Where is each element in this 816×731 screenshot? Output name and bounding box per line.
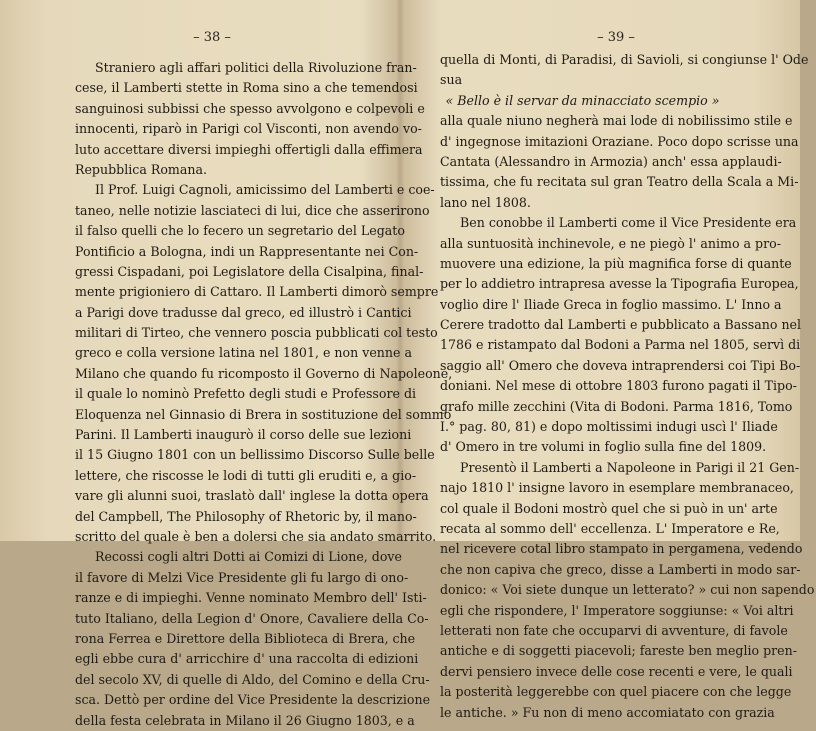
text-line: sanguinosi subbissi che spesso avvolgono e colpevoli e <box>75 100 425 116</box>
text-line: Cantata (Alessandro in Armozia) anch' essa applaudi- <box>440 153 782 169</box>
text-line: il 15 Giugno 1801 con un bellissimo Discorso Sulle belle <box>75 447 435 463</box>
text-line: scritto del quale è ben a dolersi che sia andato smarrito. <box>75 528 437 544</box>
text-line: ranze e di impieghi. Venne nominato Membro dell' Isti- <box>75 590 427 606</box>
text-line: Repubblica Romana. <box>75 161 207 177</box>
text-line: alla quale niuno negherà mai lode di nobilissimo stile e <box>440 113 793 129</box>
text-line: rona Ferrea e Direttore della Biblioteca di Brera, che <box>75 630 416 646</box>
text-line: Parini. Il Lamberti inaugurò il corso delle sue lezioni <box>75 427 412 443</box>
text-line: luto accettare diversi impieghi offertigli dalla effimera <box>75 141 423 157</box>
text-line: antiche e di soggetti piacevoli; fareste ben meglio pren- <box>440 643 798 659</box>
right-page-text <box>440 50 815 723</box>
text-line: lano nel 1808. <box>440 194 531 210</box>
text-line: del secolo XV, di quelle di Aldo, del Comino e della Cru- <box>75 671 430 687</box>
text-line: Presentò il Lamberti a Napoleone in Parigi il 21 Gen- <box>460 459 800 475</box>
text-line: che non capiva che greco, disse a Lamberti in modo sar- <box>440 561 801 577</box>
text-line: il falso quelli che lo fecero un segretario del Legato <box>75 223 405 239</box>
text-line: mente prigioniero di Cattaro. Il Lamberti dimorò sempre <box>75 284 439 300</box>
text-line: 1786 e ristampato dal Bodoni a Parma nel 1805, servì di <box>440 337 801 353</box>
text-line: muovere una edizione, la più magnifica forse di quante <box>440 255 792 271</box>
text-line: tissima, che fu recitata sul gran Teatro della Scala a Mi- <box>440 174 799 190</box>
text-line: del Campbell, The Philosophy of Rhetoric by, il mano- <box>75 508 417 524</box>
text-line: militari di Tirteo, che vennero poscia pubblicati col testo <box>75 325 438 341</box>
text-line: « Bello è il servar da minacciato scempio » <box>445 92 720 108</box>
text-line: sua <box>440 72 463 88</box>
text-line: il favore di Melzi Vice Presidente gli fu largo di ono- <box>75 569 409 585</box>
page-number-left: – 38 – <box>193 30 231 45</box>
text-line: grafo mille zecchini (Vita di Bodoni. Parma 1816, Tomo <box>440 398 793 414</box>
text-line: Il Prof. Luigi Cagnoli, amicissimo del Lamberti e coe- <box>95 182 435 198</box>
text-line: najo 1810 l' insigne lavoro in esemplare membranaceo, <box>440 480 794 496</box>
text-line: la posterità leggerebbe con quel piacere con che legge <box>440 684 792 700</box>
text-line: recata al sommo dell' eccellenza. L' Imperatore e Re, <box>440 520 780 536</box>
text-line: Pontificio a Bologna, indi un Rappresentante nei Con- <box>75 243 419 259</box>
text-line: donico: « Voi siete dunque un letterato? » cui non sapendo <box>440 582 815 598</box>
text-line: innocenti, riparò in Parigi col Visconti, non avendo vo- <box>75 121 422 137</box>
text-line: nel ricevere cotal libro stampato in pergamena, vedendo <box>440 541 803 557</box>
text-line: greco e colla versione latina nel 1801, e non venne a <box>75 345 412 361</box>
text-line: sca. Dettò per ordine del Vice Presidente la descrizione <box>75 692 431 708</box>
text-line: doniani. Nel mese di ottobre 1803 furono pagati il Tipo- <box>440 378 797 394</box>
text-line: cese, il Lamberti stette in Roma sino a che temendosi <box>75 80 418 96</box>
text-line: d' ingegnose imitazioni Oraziane. Poco dopo scrisse una <box>440 133 799 149</box>
text-line: per lo addietro intrapresa avesse la Tipografia Europea, <box>440 276 799 292</box>
right-page <box>400 0 815 720</box>
page-number-right: – 39 – <box>597 30 635 45</box>
text-line: taneo, nelle notizie lasciateci di lui, dice che asserirono <box>75 202 430 218</box>
text-line: Ben conobbe il Lamberti come il Vice Presidente era <box>460 215 797 231</box>
text-line: voglio dire l' Iliade Greca in foglio massimo. L' Inno a <box>440 296 782 312</box>
text-line: col quale il Bodoni mostrò quel che si può in un' arte <box>440 500 778 516</box>
text-line: d' Omero in tre volumi in foglio sulla fine del 1809. <box>440 439 767 455</box>
text-line: vare gli alunni suoi, traslatò dall' inglese la dotta opera <box>75 488 429 504</box>
text-line: egli ebbe cura d' arricchire d' una raccolta di edizioni <box>75 651 419 667</box>
text-line: gressi Cispadani, poi Legislatore della Cisalpina, final- <box>75 263 424 279</box>
text-line: il quale lo nominò Prefetto degli studi e Professore di <box>75 386 417 402</box>
text-line: lettere, che riscosse le lodi di tutti gli eruditi e, a gio- <box>75 467 417 483</box>
text-line: le antiche. » Fu non di meno accomiatato con grazia <box>440 704 775 720</box>
text-line: I.° pag. 80, 81) e dopo moltissimi indugi uscì l' Iliade <box>440 419 778 435</box>
text-line: della festa celebrata in Milano il 26 Giugno 1803, e a <box>75 712 415 728</box>
text-line: letterati non fate che occuparvi di avventure, di favole <box>440 622 788 638</box>
text-line: Recossi cogli altri Dotti ai Comizi di Lione, dove <box>95 549 403 565</box>
text-line: dervi pensiero invece delle cose recenti e vere, le quali <box>440 663 793 679</box>
text-line: quella di Monti, di Paradisi, di Savioli, si congiunse l' Ode <box>440 52 809 67</box>
text-line: saggio all' Omero che doveva intraprendersi coi Tipi Bo- <box>440 357 801 373</box>
text-line: Eloquenza nel Ginnasio di Brera in sostituzione del sommo <box>75 406 452 422</box>
text-line: a Parigi dove tradusse dal greco, ed illustrò i Cantici <box>75 304 412 320</box>
text-line: egli che rispondere, l' Imperatore soggiunse: « Voi altri <box>440 602 794 618</box>
text-line: Straniero agli affari politici della Rivoluzione fran- <box>95 60 417 75</box>
text-line: Milano che quando fu ricomposto il Governo di Napoleone, <box>75 365 453 381</box>
text-line: tuto Italiano, della Legion d' Onore, Cavaliere della Co- <box>75 610 429 626</box>
text-line: Cerere tradotto dal Lamberti e pubblicato a Bassano nel <box>440 317 802 333</box>
text-line: alla suntuosità inchinevole, e ne piegò l' animo a pro- <box>440 235 781 251</box>
